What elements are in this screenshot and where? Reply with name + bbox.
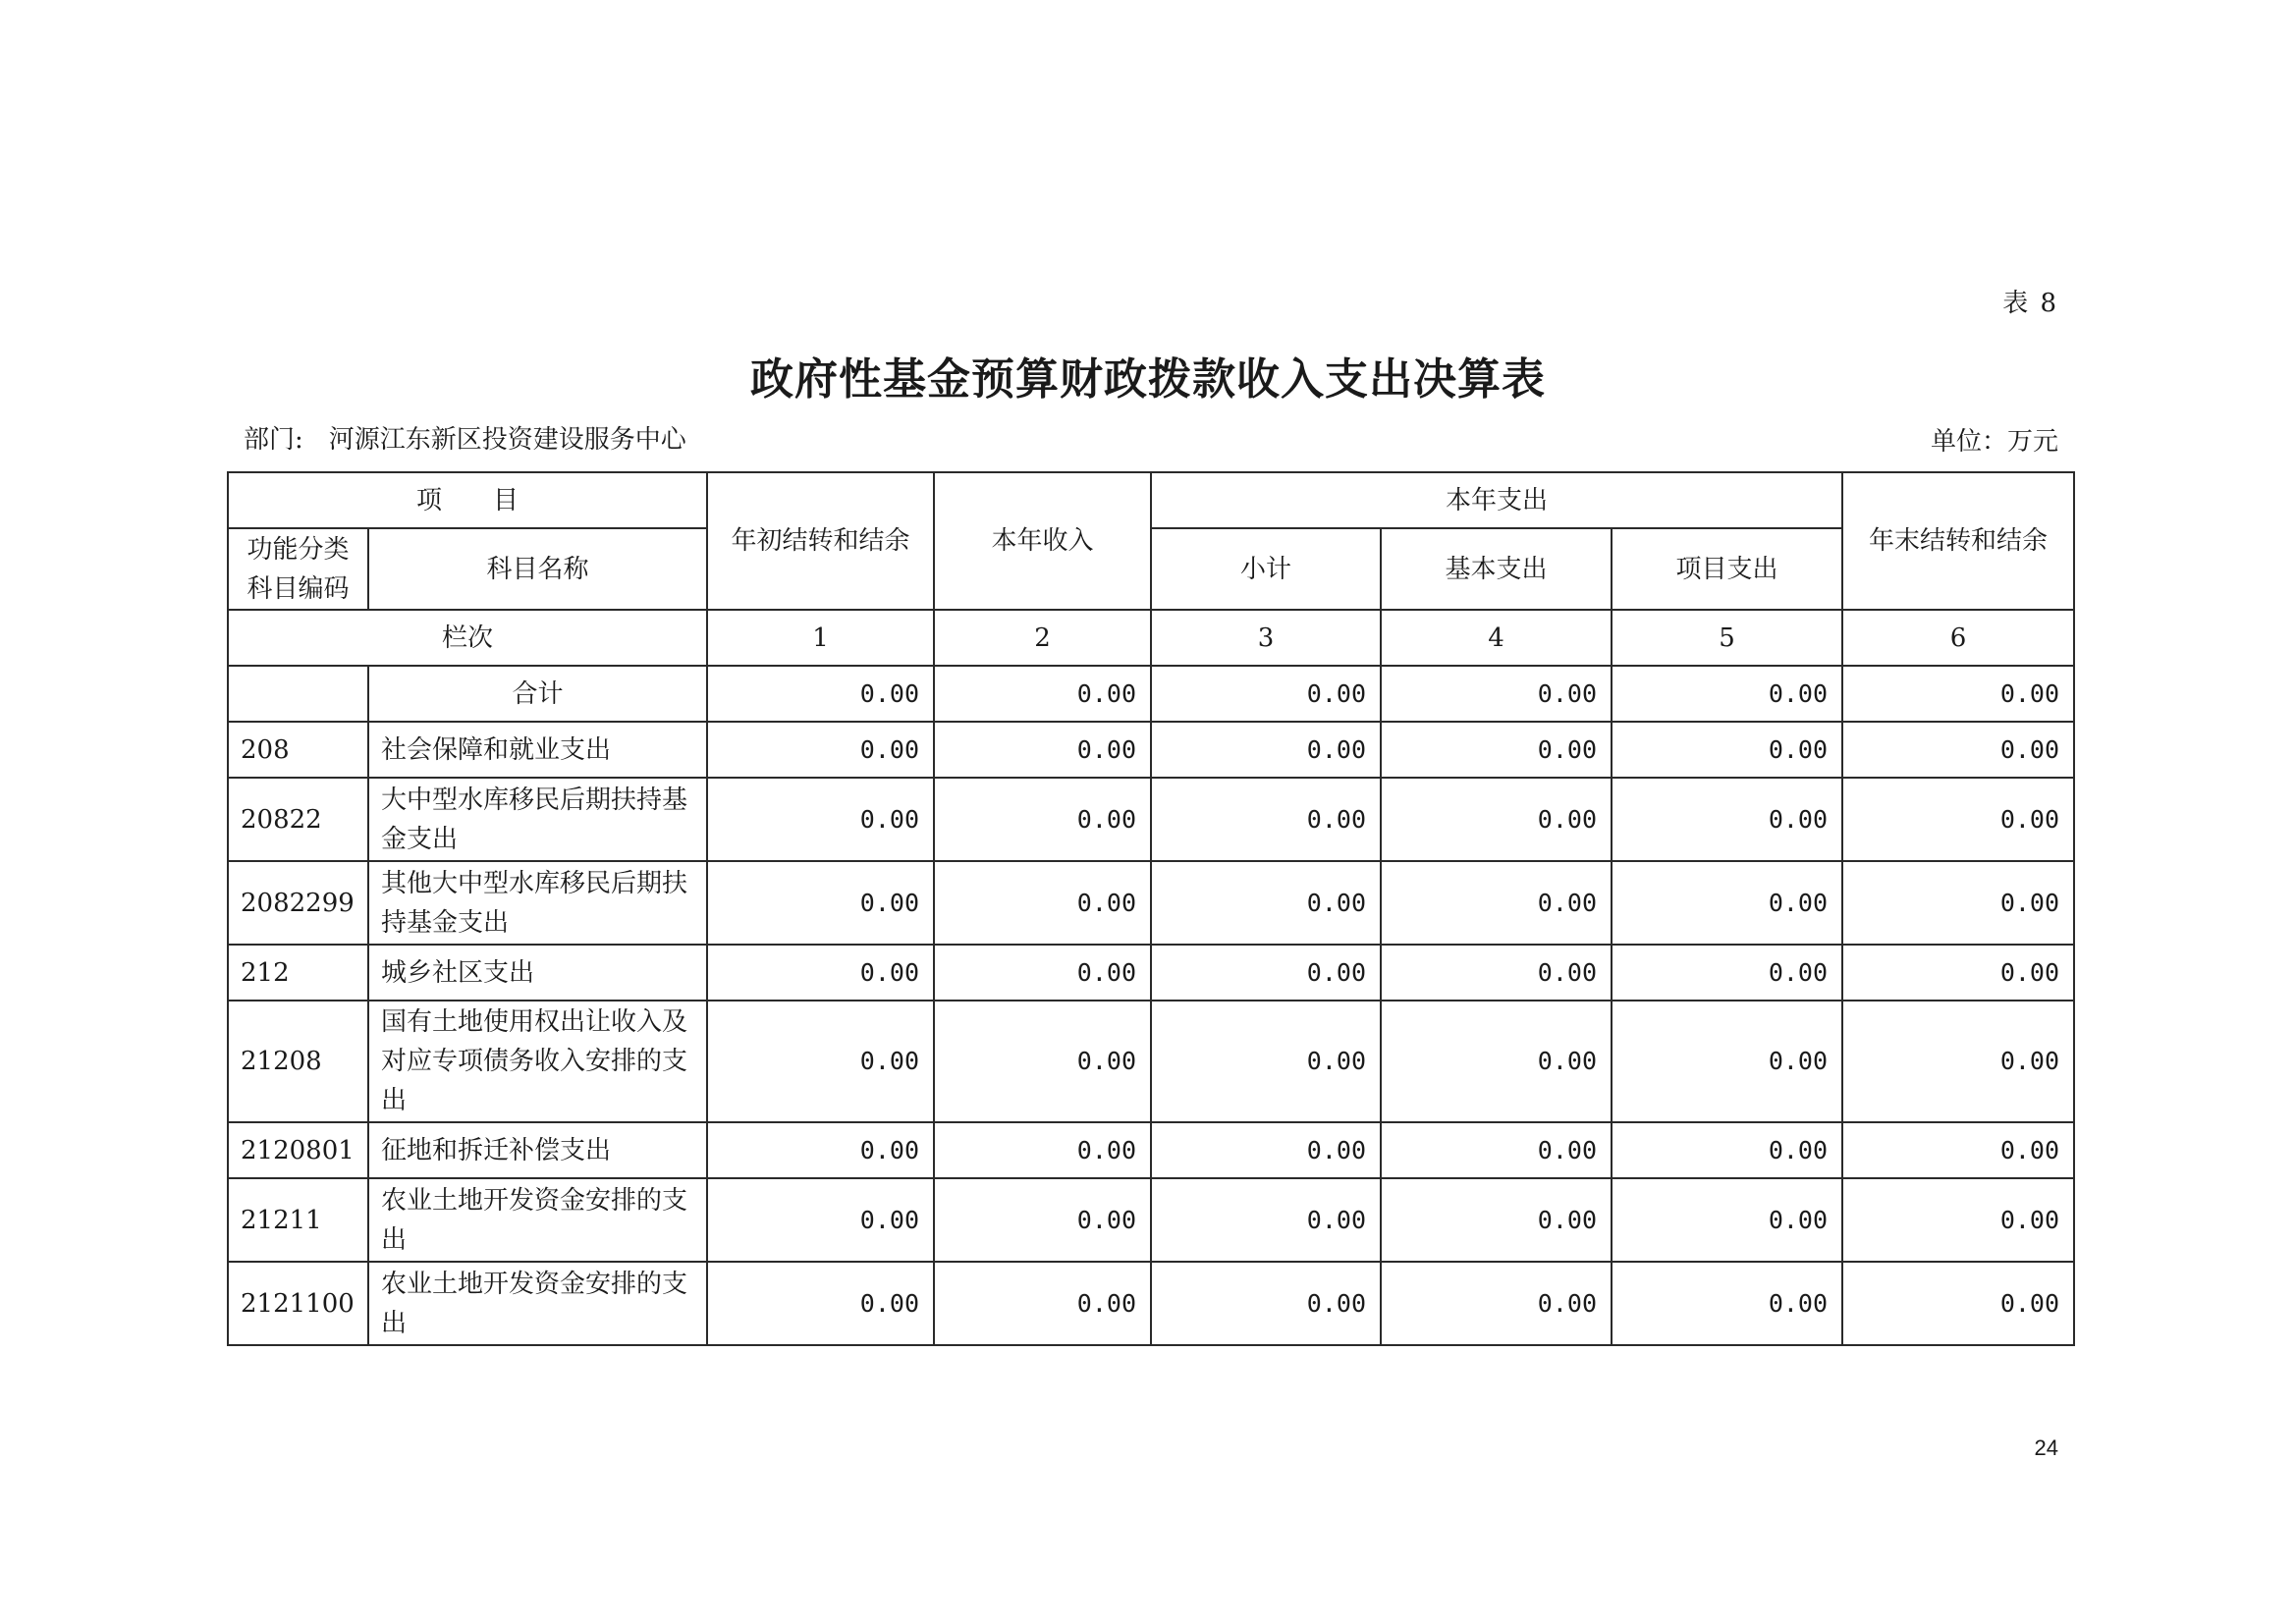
table-row — [228, 861, 2074, 945]
department-label: 部门: — [244, 425, 303, 455]
department-value: 河源江东新区投资建设服务中心 — [328, 425, 686, 455]
row-value: 0.00 — [707, 666, 934, 722]
table-row — [228, 1178, 2074, 1262]
header-basic: 基本支出 — [1381, 528, 1612, 610]
row-value: 0.00 — [934, 666, 1151, 722]
row-value: 0.00 — [1381, 778, 1612, 861]
col-number: 4 — [1381, 610, 1612, 666]
table-row — [228, 1122, 2074, 1178]
row-value: 0.00 — [1381, 722, 1612, 778]
row-value: 0.00 — [1381, 1262, 1612, 1345]
row-value: 0.00 — [934, 945, 1151, 1001]
table-number: 表 8 — [2002, 289, 2058, 318]
table-row — [228, 778, 2074, 861]
row-value: 0.00 — [707, 945, 934, 1001]
row-value: 0.00 — [1842, 722, 2074, 778]
row-name: 征地和拆迁补偿支出 — [368, 1122, 707, 1178]
row-value: 0.00 — [1612, 1122, 1842, 1178]
table-row — [228, 722, 2074, 778]
row-value: 0.00 — [934, 778, 1151, 861]
table-row — [228, 1262, 2074, 1345]
col-number: 3 — [1151, 610, 1381, 666]
col-number: 6 — [1842, 610, 2074, 666]
row-name: 国有土地使用权出让收入及对应专项债务收入安排的支出 — [368, 1001, 707, 1122]
row-value: 0.00 — [707, 861, 934, 945]
table-row — [228, 945, 2074, 1001]
row-value: 0.00 — [1381, 666, 1612, 722]
row-value: 0.00 — [1151, 1122, 1381, 1178]
row-value: 0.00 — [1381, 861, 1612, 945]
header-code: 功能分类科目编码 — [228, 528, 368, 610]
table-row — [228, 1001, 2074, 1122]
row-name: 社会保障和就业支出 — [368, 722, 707, 778]
row-value: 0.00 — [707, 1001, 934, 1122]
row-value: 0.00 — [1151, 1262, 1381, 1345]
row-name: 合计 — [368, 666, 707, 722]
row-value: 0.00 — [1842, 945, 2074, 1001]
row-value: 0.00 — [1151, 1001, 1381, 1122]
row-value: 0.00 — [934, 1001, 1151, 1122]
row-value: 0.00 — [707, 778, 934, 861]
row-value: 0.00 — [707, 1262, 934, 1345]
row-value: 0.00 — [1151, 778, 1381, 861]
header-begin-balance: 年初结转和结余 — [707, 472, 934, 610]
row-value: 0.00 — [1842, 666, 2074, 722]
table-row — [228, 666, 2074, 722]
row-name: 其他大中型水库移民后期扶持基金支出 — [368, 861, 707, 945]
row-value: 0.00 — [1612, 1178, 1842, 1262]
row-name: 大中型水库移民后期扶持基金支出 — [368, 778, 707, 861]
row-value: 0.00 — [1612, 1001, 1842, 1122]
row-value: 0.00 — [1842, 1122, 2074, 1178]
row-value: 0.00 — [1381, 1122, 1612, 1178]
row-value: 0.00 — [1842, 861, 2074, 945]
row-value: 0.00 — [1612, 722, 1842, 778]
row-value: 0.00 — [1381, 945, 1612, 1001]
header-subtotal: 小计 — [1151, 528, 1381, 610]
col-number: 2 — [934, 610, 1151, 666]
row-value: 0.00 — [1612, 666, 1842, 722]
row-value: 0.00 — [1842, 1262, 2074, 1345]
header-name: 科目名称 — [368, 528, 707, 610]
row-value: 0.00 — [934, 1122, 1151, 1178]
row-code: 21211 — [228, 1178, 368, 1262]
row-value: 0.00 — [707, 1122, 934, 1178]
row-value: 0.00 — [934, 861, 1151, 945]
header-item: 项 目 — [228, 472, 707, 528]
header-end-balance: 年末结转和结余 — [1842, 472, 2074, 610]
row-value: 0.00 — [1151, 861, 1381, 945]
row-code — [228, 666, 368, 722]
row-value: 0.00 — [934, 722, 1151, 778]
row-value: 0.00 — [1151, 945, 1381, 1001]
row-code: 2121100 — [228, 1262, 368, 1345]
header-col-label: 栏次 — [228, 610, 707, 666]
row-value: 0.00 — [1612, 778, 1842, 861]
row-name: 城乡社区支出 — [368, 945, 707, 1001]
row-value: 0.00 — [1612, 945, 1842, 1001]
header-expense: 本年支出 — [1151, 472, 1842, 528]
row-value: 0.00 — [707, 1178, 934, 1262]
page-number: 24 — [2034, 1435, 2058, 1460]
row-value: 0.00 — [1842, 1178, 2074, 1262]
row-code: 2082299 — [228, 861, 368, 945]
row-name: 农业土地开发资金安排的支出 — [368, 1262, 707, 1345]
row-value: 0.00 — [1381, 1178, 1612, 1262]
department — [244, 419, 686, 456]
row-value: 0.00 — [1842, 1001, 2074, 1122]
col-number: 1 — [707, 610, 934, 666]
row-value: 0.00 — [1842, 778, 2074, 861]
row-code: 20822 — [228, 778, 368, 861]
unit-label: 单位：万元 — [1930, 427, 2058, 457]
row-value: 0.00 — [1612, 861, 1842, 945]
col-number: 5 — [1612, 610, 1842, 666]
row-code: 2120801 — [228, 1122, 368, 1178]
row-value: 0.00 — [1381, 1001, 1612, 1122]
row-code: 21208 — [228, 1001, 368, 1122]
row-code: 208 — [228, 722, 368, 778]
row-value: 0.00 — [934, 1178, 1151, 1262]
row-name: 农业土地开发资金安排的支出 — [368, 1178, 707, 1262]
row-code: 212 — [228, 945, 368, 1001]
header-project: 项目支出 — [1612, 528, 1842, 610]
row-value: 0.00 — [1151, 1178, 1381, 1262]
header-income: 本年收入 — [934, 472, 1151, 610]
row-value: 0.00 — [1612, 1262, 1842, 1345]
budget-table — [227, 471, 2075, 1346]
row-value: 0.00 — [934, 1262, 1151, 1345]
row-value: 0.00 — [1151, 666, 1381, 722]
page-title: 政府性基金预算财政拨款收入支出决算表 — [750, 354, 1546, 405]
row-value: 0.00 — [707, 722, 934, 778]
row-value: 0.00 — [1151, 722, 1381, 778]
